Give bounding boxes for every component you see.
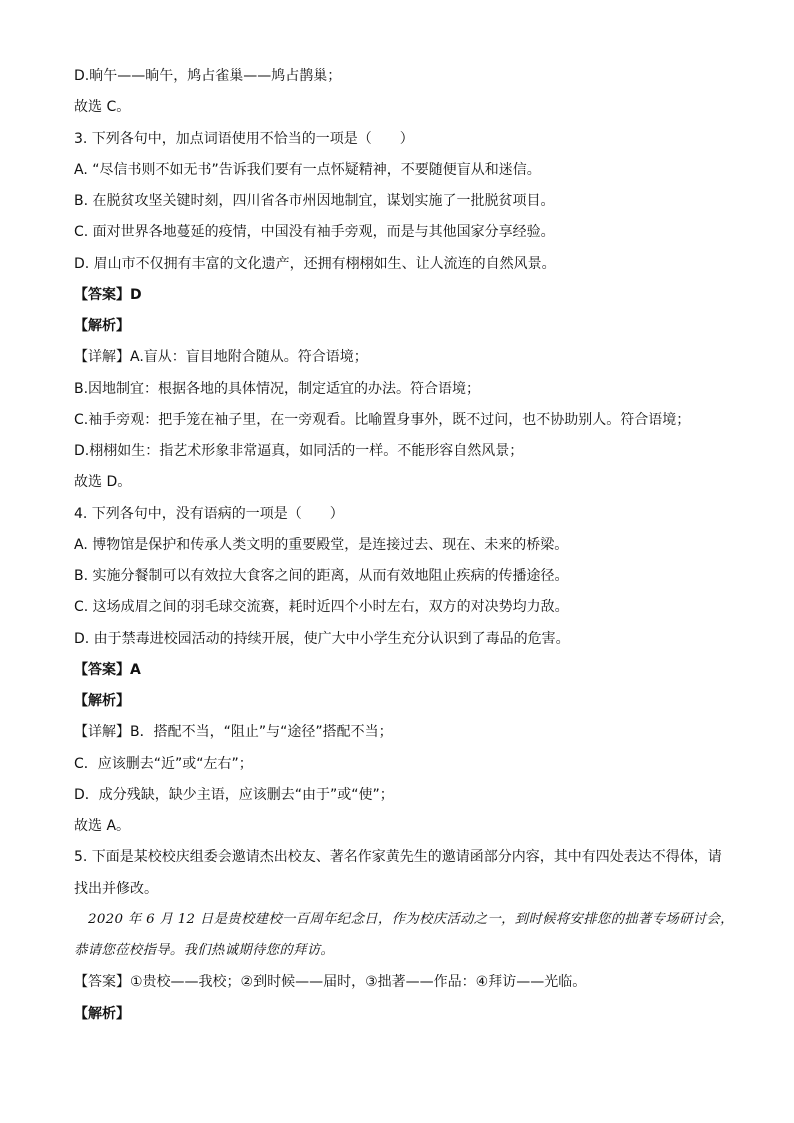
invitation-excerpt-continued: 恭请您莅校指导。我们热诚期待您的拜访。 [74, 943, 335, 958]
option-c: C. 面对世界各地蔓延的疫情，中国没有袖手旁观，而是与其他国家分享经验。 [74, 224, 555, 240]
invitation-excerpt: 2020 年 6 月 12 日是贵校建校一百周年纪念日，作为校庆活动之一，到时候将安排您的拙著专场研讨会， [88, 912, 734, 927]
analysis-label: 【解析】 [74, 318, 130, 334]
text-line: 故选 D。 [74, 474, 132, 490]
detail-line: D.栩栩如生：指艺术形象非常逼真，如同活的一样。不能形容自然风景； [74, 443, 524, 459]
detail-line: D．成分残缺，缺少主语，应该删去“由于”或“使”； [74, 787, 394, 803]
option-a: A. 博物馆是保护和传承人类文明的重要殿堂，是连接过去、现在、未来的桥梁。 [74, 537, 569, 553]
text-line: 故选 C。 [74, 99, 131, 115]
answer-line: 【答案】①贵校——我校；②到时候——届时，③拙著——作品：④拜访——光临。 [74, 974, 587, 990]
option-b: B. 在脱贫攻坚关键时刻，四川省各市州因地制宜，谋划实施了一批脱贫项目。 [74, 193, 555, 209]
option-d: D. 眉山市不仅拥有丰富的文化遗产，还拥有栩栩如生、让人流连的自然风景。 [74, 256, 556, 272]
question-5-stem-continued: 找出并修改。 [74, 881, 158, 897]
detail-line: 【详解】A.盲从：盲目地附合随从。符合语境； [74, 349, 368, 365]
option-a: A. “尽信书则不如无书”告诉我们要有一点怀疑精神，不要随便盲从和迷信。 [74, 162, 541, 178]
analysis-label: 【解析】 [74, 1006, 130, 1022]
question-4-stem: 4. 下列各句中，没有语病的一项是（ ） [74, 506, 344, 522]
detail-line: B.因地制宜：根据各地的具体情况，制定适宜的办法。符合语境； [74, 381, 481, 397]
text-line: D.晌午——晌午，鸠占雀巢——鸠占鹊巢； [74, 68, 342, 84]
question-3-stem: 3. 下列各句中，加点词语使用不恰当的一项是（ ） [74, 131, 414, 147]
answer-label: 【答案】D [74, 287, 142, 303]
text-line: 故选 A。 [74, 818, 131, 834]
answer-label: 【答案】A [74, 662, 141, 678]
detail-line: C.袖手旁观：把手笼在袖子里，在一旁观看。比喻置身事外，既不过问，也不协助别人。符合语境； [74, 412, 691, 428]
option-c: C. 这场成眉之间的羽毛球交流赛，耗时近四个小时左右，双方的对决势均力敌。 [74, 599, 569, 615]
detail-line: C．应该删去“近”或“左右”； [74, 756, 253, 772]
option-b: B. 实施分餐制可以有效拉大食客之间的距离，从而有效地阻止疾病的传播途径。 [74, 568, 569, 584]
analysis-label: 【解析】 [74, 693, 130, 709]
question-5-stem: 5. 下面是某校校庆组委会邀请杰出校友、著名作家黄先生的邀请函部分内容，其中有四处表达不得体，请 [74, 849, 722, 865]
detail-line: 【详解】B．搭配不当，“阻止”与“途径”搭配不当； [74, 724, 393, 740]
option-d: D. 由于禁毒进校园活动的持续开展，使广大中小学生充分认识到了毒品的危害。 [74, 631, 570, 647]
